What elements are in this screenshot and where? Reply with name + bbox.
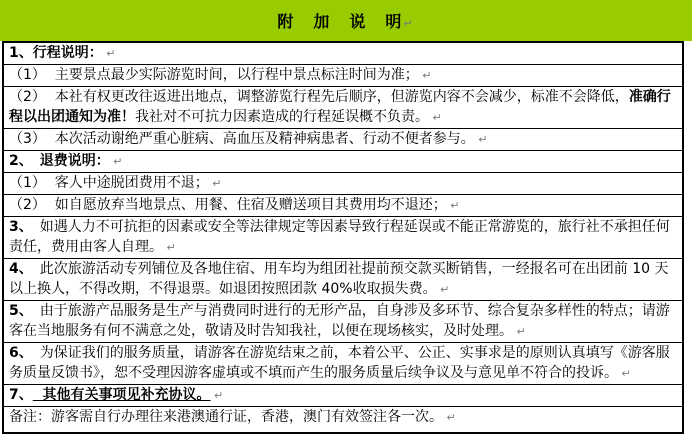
text-segment: 7、	[9, 387, 33, 403]
text-segment: （2） 如自愿放弃当地景点、用餐、住宿及赠送项目其费用均不退还；	[9, 197, 447, 213]
text-segment: 6、	[9, 345, 26, 361]
text-segment: （3） 本次活动谢绝严重心脏病、高血压及精神病患者、行动不便者参与。	[9, 131, 475, 147]
paragraph-mark: ↵	[418, 69, 432, 82]
row-refund-item-1	[4, 172, 682, 194]
paragraph-mark: ↵	[474, 133, 488, 146]
row-remark	[4, 406, 682, 428]
paragraph-mark: ↵	[446, 199, 460, 212]
text-segment: 1、行程说明：	[9, 45, 103, 61]
row-trip-item-3	[4, 128, 682, 150]
text-segment: 4、	[9, 261, 26, 277]
text-segment: 备注：游客需自行办理往来港澳通行证，香港，澳门有效签注各一次。	[9, 409, 443, 425]
text-segment: 此次旅游活动专列铺位及各地住宿、用车均为组团社提前预交款买断销售，一经报名可在出团前 10 天以上换人，不得改期，不得退票。如退团按照团款 40%收取损失费。	[9, 261, 669, 297]
row-clause-7	[4, 384, 682, 406]
text-segment: 3、	[9, 219, 26, 235]
paragraph-mark: ↵	[429, 111, 442, 124]
text-segment: 如遇人力不可抗拒的因素或安全等法律规定等因素导致行程延误或不能正常游览的，旅行社不承担任何责任，费用由客人自理。	[9, 219, 670, 255]
row-clause-6	[4, 342, 682, 384]
row-refund-item-2	[4, 194, 682, 216]
text-segment: 为保证我们的服务质量，请游客在游览结束之前，本着公平、公正、实事求是的原则认真填写《游客服务质量反馈书》，恕不受理因游客虚填或不填而产生的服务质量后续争议及与意见单不符合的投诉。	[9, 345, 670, 381]
text-segment: （1） 客人中途脱团费用不退；	[9, 175, 209, 191]
page-title-text: 附 加 说 明	[277, 12, 404, 31]
text-segment: 准确行程以出团通知为准！	[9, 89, 671, 125]
paragraph-mark: ↵	[102, 47, 116, 60]
paragraph-mark: ↵	[210, 389, 224, 402]
paragraph-mark: ↵	[109, 155, 123, 168]
paragraph-mark: ↵	[618, 367, 631, 380]
row-trip-item-2	[4, 86, 682, 128]
text-segment: （2） 本社有权更改往返进出地点，调整游览行程先后顺序，但游览内容不会减少，标准不会降低，	[9, 89, 629, 105]
row-clause-4	[4, 258, 682, 300]
row-trip-item-1	[4, 64, 682, 86]
text-segment: 我社对不可抗力因素造成的行程延误概不负责。	[135, 109, 429, 125]
paragraph-mark: ↵	[208, 177, 222, 190]
text-segment: 由于旅游产品服务是生产与消费同时进行的无形产品，自身涉及多环节、综合复杂多样性的特点；请游客在当地服务有何不满意之处，敬请及时告知我社，以便在现场核实，及时处理。	[9, 303, 670, 339]
row-clause-3	[4, 216, 682, 258]
row-trip-section-header	[4, 43, 682, 64]
row-clause-5	[4, 300, 682, 342]
text-segment: 其他有关事项见补充协议。	[32, 387, 211, 403]
notes-table	[2, 41, 684, 434]
text-segment: （1） 主要景点最少实际游览时间，以行程中景点标注时间为准；	[9, 67, 419, 83]
paragraph-mark: ↵	[443, 411, 456, 424]
paragraph-mark: ↵	[513, 325, 526, 338]
page-header	[0, 0, 692, 41]
text-segment: 5、	[9, 303, 26, 319]
text-segment: 2、 退费说明：	[9, 153, 110, 169]
row-refund-section-header	[4, 150, 682, 172]
page-title	[277, 9, 414, 32]
paragraph-mark: ↵	[403, 17, 415, 30]
paragraph-mark: ↵	[163, 241, 176, 254]
paragraph-mark: ↵	[436, 283, 450, 296]
